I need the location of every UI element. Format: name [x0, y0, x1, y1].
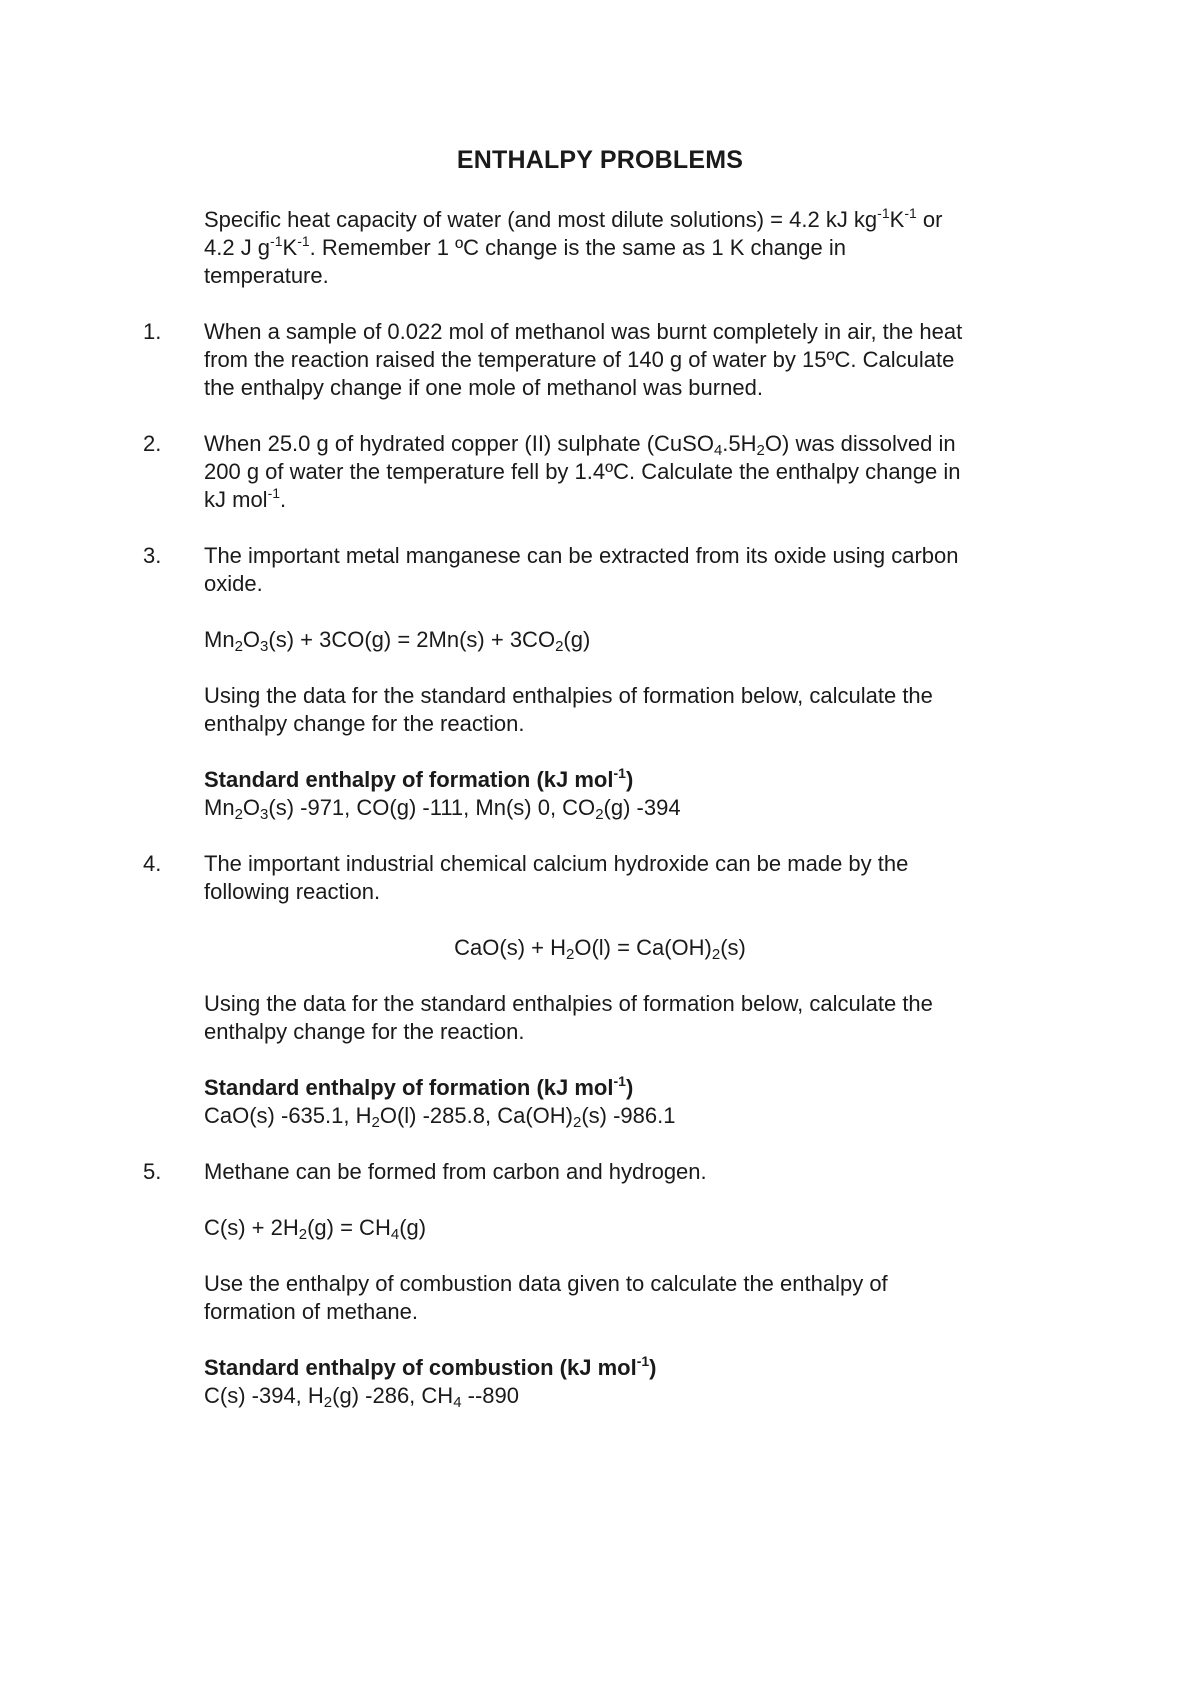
question-3-prompt-line-2: enthalpy change for the reaction. [204, 711, 525, 736]
question-5-number: 5. [143, 1159, 162, 1184]
question-4-equation: $CaO(s) + H_2O(l) = Ca(OH)_2(s)$ [454, 935, 746, 963]
question-5-prompt-line-1: Use the enthalpy of combustion data given to calculate the enthalpy of [204, 1271, 888, 1296]
intro-line-3: temperature. [204, 263, 329, 288]
question-2-line-3: kJ mol$^{-1}$. [204, 485, 287, 512]
question-5-equation: $C(s) + 2H_2(g) = CH_4(g)$ [204, 1215, 427, 1243]
question-4-prompt-line-2: enthalpy change for the reaction. [204, 1019, 525, 1044]
page-title: ENTHALPY PROBLEMS [456, 146, 744, 174]
question-2-number: 2. [143, 431, 162, 456]
question-3-equation: $Mn_2O_3(s) + 3CO(g) = 2Mn(s) + 3CO_2(g)$ [204, 627, 591, 655]
question-5-data-heading: Standard enthalpy of combustion (kJ mol$^{-1}$) [204, 1353, 657, 1380]
question-5-data-values: C(s) -394, $H_2(g)$ -286, $CH_4$ --890 [204, 1383, 520, 1411]
question-1-number: 1. [143, 319, 162, 344]
question-3-data-values: $Mn_2O_3(s)$ -971, CO(g) -111, Mn(s) 0, $CO_2(g)$ -394 [204, 795, 681, 823]
question-1-line-1: When a sample of 0.022 mol of methanol was burnt completely in air, the heat [204, 319, 963, 344]
question-1-line-3: the enthalpy change if one mole of methanol was burned. [204, 375, 763, 400]
question-3-number: 3. [143, 543, 162, 568]
question-2-line-2: 200 g of water the temperature fell by 1.4ºC. Calculate the enthalpy change in [204, 459, 961, 484]
question-4-line-2: following reaction. [204, 879, 381, 904]
question-5-line-1: Methane can be formed from carbon and hydrogen. [204, 1159, 707, 1184]
question-5-prompt-line-2: formation of methane. [204, 1299, 419, 1324]
question-4-data-values: CaO(s) -635.1, $H_2O(l)$ -285.8, $Ca(OH)_2(s)$ -986.1 [204, 1103, 676, 1131]
question-2-line-1: When 25.0 g of hydrated copper (II) sulphate $(CuSO_4.5H_2O)$ was dissolved in [204, 431, 956, 459]
question-4-line-1: The important industrial chemical calcium hydroxide can be made by the [204, 851, 909, 876]
question-1-line-2: from the reaction raised the temperature of 140 g of water by 15ºC. Calculate [204, 347, 955, 372]
intro-line-1: Specific heat capacity of water (and most dilute solutions) = 4.2 kJ $kg^{-1}K^{-1}$ or [204, 205, 943, 232]
question-4-number: 4. [143, 851, 162, 876]
question-3-line-1: The important metal manganese can be extracted from its oxide using carbon [204, 543, 959, 568]
question-4-data-heading: Standard enthalpy of formation (kJ mol$^{-1}$) [204, 1073, 634, 1100]
question-3-data-heading: Standard enthalpy of formation (kJ mol$^{-1}$) [204, 765, 634, 792]
question-4-prompt-line-1: Using the data for the standard enthalpies of formation below, calculate the [204, 991, 933, 1016]
question-3-line-2: oxide. [204, 571, 263, 596]
question-3-prompt-line-1: Using the data for the standard enthalpies of formation below, calculate the [204, 683, 933, 708]
intro-line-2: 4.2 J $g^{-1}K^{-1}$. Remember 1 ºC change is the same as 1 K change in [204, 233, 846, 260]
